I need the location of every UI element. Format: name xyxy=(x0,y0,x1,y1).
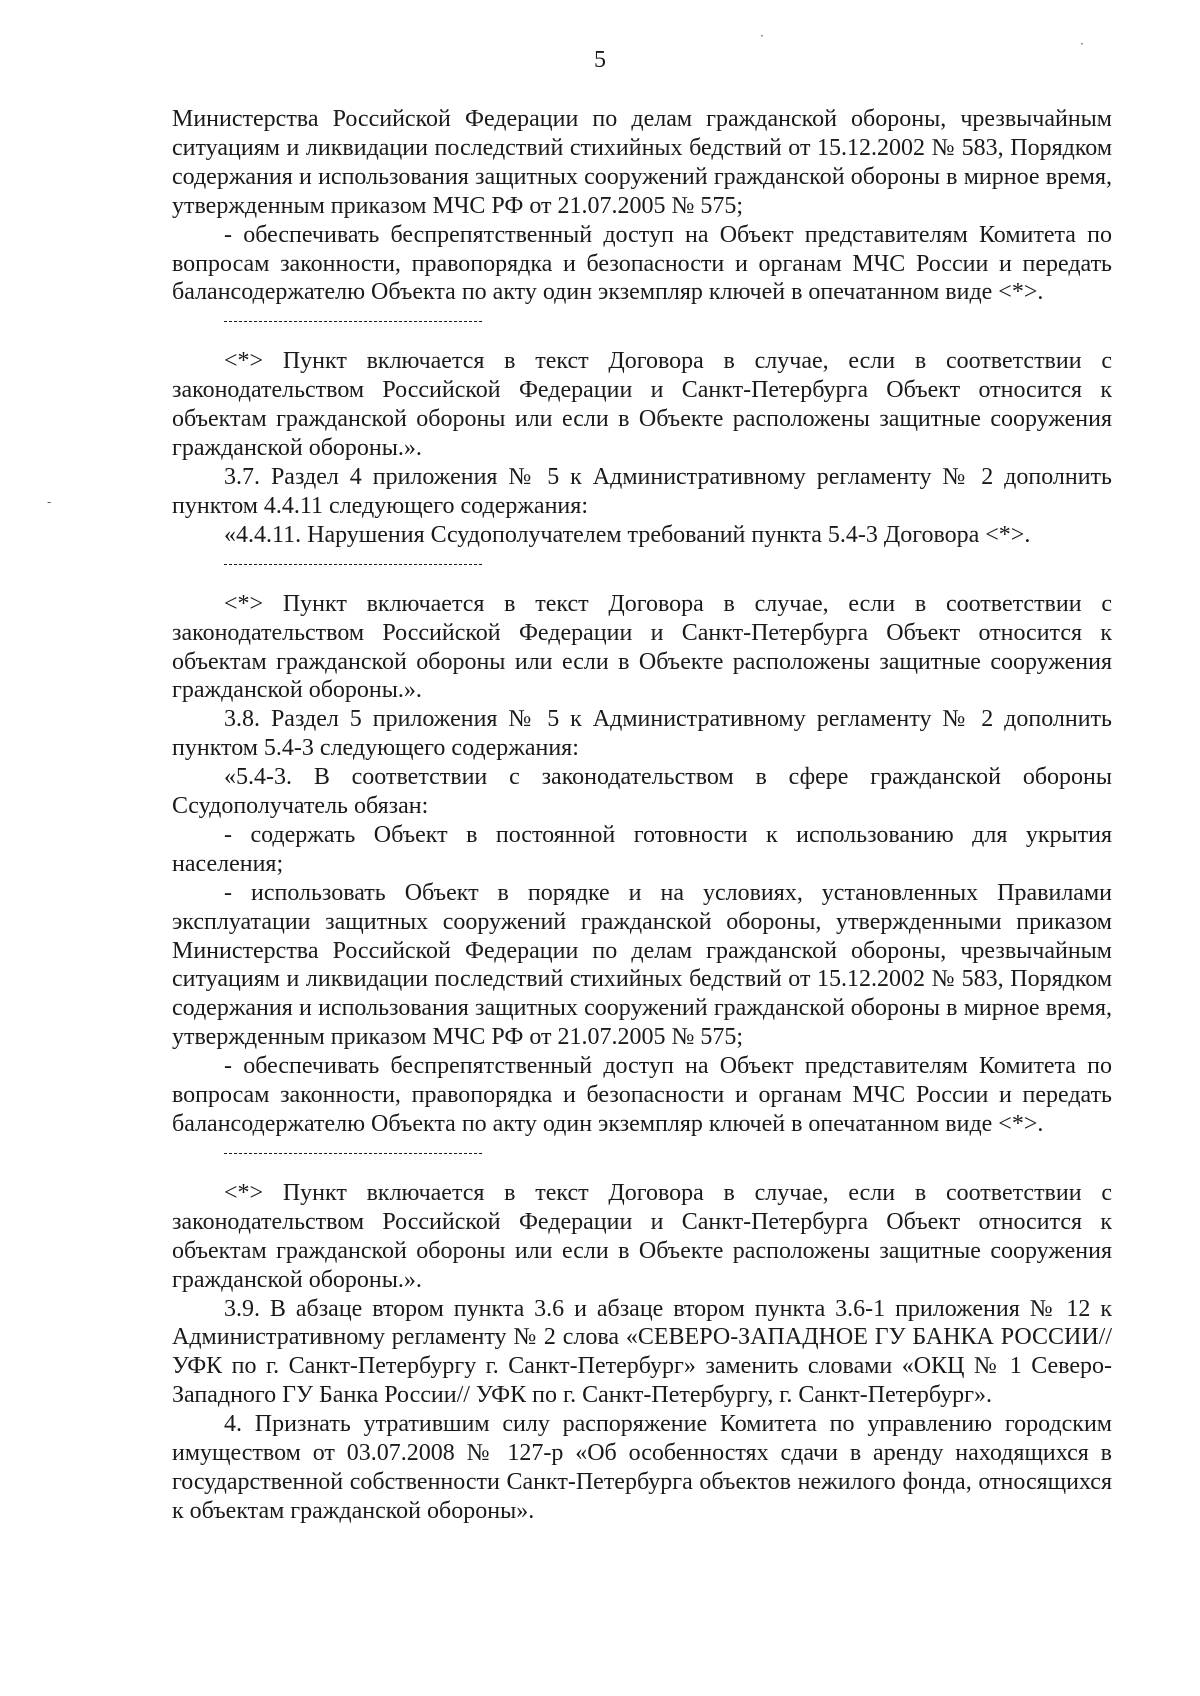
footnote-separator xyxy=(172,307,1112,335)
footnote-separator xyxy=(172,1139,1112,1167)
paragraph: 3.8. Раздел 5 приложения № 5 к Административному регламенту № 2 дополнить пунктом 5.4-3 следующего содержания: xyxy=(172,706,1112,762)
paragraph: «5.4-3. В соответствии с законодательством в сфере гражданской обороны Ссудополучатель обязан: xyxy=(172,764,1112,820)
footnote-separator xyxy=(172,550,1112,578)
scan-speck: - xyxy=(47,495,52,509)
paragraph: 4. Признать утратившим силу распоряжение Комитета по управлению городским имуществом от 03.07.2008 № 127-р «Об особенностях сдачи в аренду находящихся в государственной собственности Санкт-Петербурга объектов нежилого фонда, относящихся к объектам гражданской обороны». xyxy=(172,1411,1112,1524)
footnote: <*> Пункт включается в текст Договора в случае, если в соответствии с законодательством Российской Федерации и Санкт-Петербурга Объект относится к объектам гражданской обороны или если в Объекте расположены защитные сооружения гражданской обороны.». xyxy=(172,590,1112,704)
paragraph: - обеспечивать беспрепятственный доступ на Объект представителям Комитета по вопросам законности, правопорядка и безопасности и органам МЧС России и передать балансодержателю Объекта по акту один экземпляр ключей в опечатанном виде <*>. xyxy=(172,1053,1112,1137)
paragraph: 3.9. В абзаце втором пункта 3.6 и абзаце втором пункта 3.6-1 приложения № 12 к Административному регламенту № 2 слова «СЕВЕРО-ЗАПАДНОЕ ГУ БАНКА РОССИИ//УФК по г. Санкт-Петербургу г. Санкт-Петербург» заменить словами «ОКЦ № 1 Северо-Западного ГУ Банка России// УФК по г. Санкт-Петербургу, г. Санкт-Петербург». xyxy=(172,1295,1112,1409)
scan-speck: · xyxy=(760,29,764,43)
paragraph: - содержать Объект в постоянной готовности к использованию для укрытия населения; xyxy=(172,821,1112,877)
paragraph: - использовать Объект в порядке и на условиях, установленных Правилами эксплуатации защитных сооружений гражданской обороны, утвержденными приказом Министерства Российской Федерации по делам гражданской обороны, чрезвычайным ситуациям и ликвидации последствий стихийных бедствий от 15.12.2002 № 583, Порядком содержания и использования защитных сооружений гражданской обороны в мирное время, утвержденным приказом МЧС РФ от 21.07.2005 № 575; xyxy=(172,879,1112,1051)
footnote: <*> Пункт включается в текст Договора в случае, если в соответствии с законодательством Российской Федерации и Санкт-Петербурга Объект относится к объектам гражданской обороны или если в Объекте расположены защитные сооружения гражданской обороны.». xyxy=(172,348,1112,462)
paragraph: Министерства Российской Федерации по делам гражданской обороны, чрезвычайным ситуациям и ликвидации последствий стихийных бедствий от 15.12.2002 № 583, Порядком содержания и использования защитных сооружений гражданской обороны в мирное время, утвержденным приказом МЧС РФ от 21.07.2005 № 575; xyxy=(172,106,1112,219)
paragraph: «4.4.11. Нарушения Ссудополучателем требований пункта 5.4-3 Договора <*>. xyxy=(224,521,1031,548)
footnote: <*> Пункт включается в текст Договора в случае, если в соответствии с законодательством Российской Федерации и Санкт-Петербурга Объект относится к объектам гражданской обороны или если в Объекте расположены защитные сооружения гражданской обороны.». xyxy=(172,1179,1112,1293)
page-number: 5 xyxy=(594,47,606,73)
spacer xyxy=(172,578,1112,590)
scan-speck: · xyxy=(1080,37,1084,51)
document-body xyxy=(172,105,1112,1526)
spacer xyxy=(172,335,1112,347)
paragraph: 3.7. Раздел 4 приложения № 5 к Административному регламенту № 2 дополнить пунктом 4.4.11 следующего содержания: xyxy=(172,463,1112,519)
spacer xyxy=(172,1167,1112,1179)
paragraph: - обеспечивать беспрепятственный доступ на Объект представителям Комитета по вопросам законности, правопорядка и безопасности и органам МЧС России и передать балансодержателю Объекта по акту один экземпляр ключей в опечатанном виде <*>. xyxy=(172,221,1112,306)
